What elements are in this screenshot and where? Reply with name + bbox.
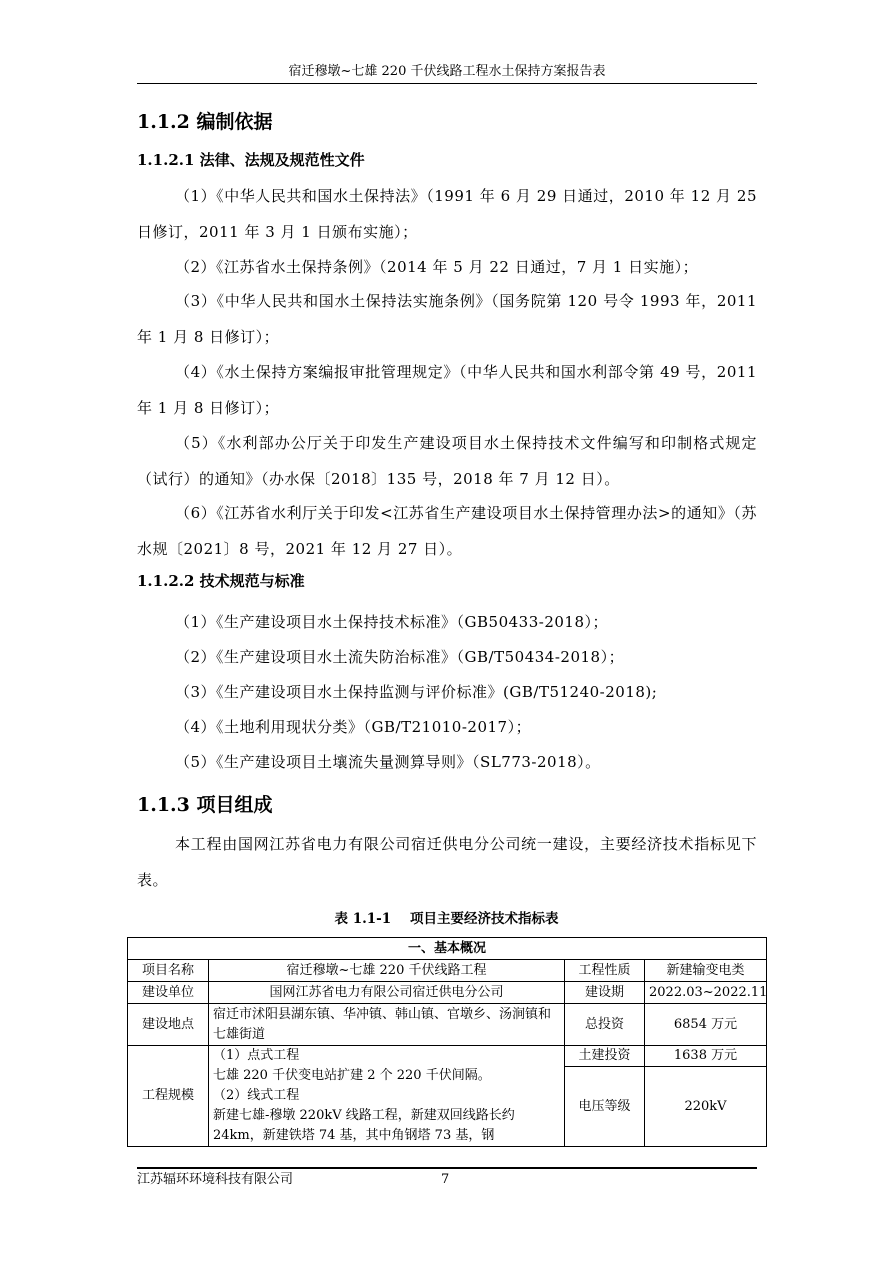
section-heading-1-1-3: 1.1.3 项目组成 (137, 794, 273, 816)
spec-table (127, 937, 767, 1147)
footer-rule (137, 1167, 757, 1169)
standard-item-5: （5）《生产建设项目土壤流失量测算导则》（SL773-2018）。 (175, 753, 601, 771)
location-label: 建设地点 (128, 1004, 209, 1046)
law-item-6: （6）《江苏省水利厅关于印发<江苏省生产建设项目水土保持管理办法>的通知》（苏水规〔2021〕8 号，2021 年 12 月 27 日）。 (137, 504, 757, 558)
scale-line: 新建七雄-穆墩 220kV 线路工程，新建双回线路长约 24km，新建铁塔 74 基，其中角钢塔 73 基，钢 (213, 1108, 515, 1143)
table-row (128, 1046, 767, 1067)
voltage-value: 220kV (645, 1067, 767, 1147)
standard-item-3: （3）《生产建设项目水土保持监测与评价标准》(GB/T51240-2018); (175, 683, 658, 701)
subsection-heading-1-1-2-2: 1.1.2.2 技术规范与标准 (137, 572, 305, 590)
header-rule (137, 83, 757, 84)
project-intro: 本工程由国网江苏省电力有限公司宿迁供电分公司统一建设，主要经济技术指标见下表。 (137, 835, 757, 889)
period-value: 2022.03~2022.11 (645, 982, 767, 1004)
section-heading-1-1-2: 1.1.2 编制依据 (137, 111, 273, 133)
table-row (128, 960, 767, 982)
location-value: 宿迁市沭阳县湖东镇、华冲镇、韩山镇、官墩乡、汤涧镇和七雄街道 (209, 1004, 565, 1046)
period-label: 建设期 (565, 982, 645, 1004)
builder-value: 国网江苏省电力有限公司宿迁供电分公司 (209, 982, 565, 1004)
table-caption: 表 1.1-1 项目主要经济技术指标表 (334, 911, 559, 927)
nature-value: 新建输变电类 (645, 960, 767, 982)
law-item-3: （3）《中华人民共和国水土保持法实施条例》（国务院第 120 号令 1993 年，2011 年 1 月 8 日修订）； (137, 292, 757, 346)
civil-invest-value: 1638 万元 (645, 1046, 767, 1067)
scale-line: （1）点式工程 (213, 1048, 300, 1063)
standard-item-4: （4）《土地利用现状分类》（GB/T21010-2017）； (175, 718, 532, 736)
footer-company: 江苏辐环环境科技有限公司 (137, 1172, 294, 1187)
subsection-heading-1-1-2-1: 1.1.2.1 法律、法规及规范性文件 (137, 151, 365, 169)
standard-item-2: （2）《生产建设项目水土流失防治标准》（GB/T50434-2018）； (175, 648, 625, 666)
law-item-4: （4）《水土保持方案编报审批管理规定》（中华人民共和国水利部令第 49 号，2011 年 1 月 8 日修订）； (137, 363, 757, 417)
scale-line: 七雄 220 千伏变电站扩建 2 个 220 千伏间隔。 (213, 1068, 491, 1083)
builder-label: 建设单位 (128, 982, 209, 1004)
nature-label: 工程性质 (565, 960, 645, 982)
table-row (128, 982, 767, 1004)
page-number: 7 (441, 1172, 450, 1187)
law-item-2: （2）《江苏省水土保持条例》（2014 年 5 月 22 日通过，7 月 1 日实施）； (175, 258, 699, 276)
running-header: 宿迁穆墩~七雄 220 千伏线路工程水土保持方案报告表 (288, 64, 606, 79)
total-invest-value: 6854 万元 (645, 1004, 767, 1046)
scale-label: 工程规模 (128, 1046, 209, 1147)
table-row (128, 1004, 767, 1046)
total-invest-label: 总投资 (565, 1004, 645, 1046)
civil-invest-label: 土建投资 (565, 1046, 645, 1067)
scale-value (209, 1046, 565, 1147)
project-name-label: 项目名称 (128, 960, 209, 982)
law-item-5: （5）《水利部办公厅关于印发生产建设项目水土保持技术文件编写和印制格式规定（试行）的通知》（办水保〔2018〕135 号，2018 年 7 月 12 日）。 (137, 434, 757, 488)
scale-line: （2）线式工程 (213, 1088, 300, 1103)
table-section-header: 一、基本概况 (128, 938, 767, 960)
project-name-value: 宿迁穆墩~七雄 220 千伏线路工程 (209, 960, 565, 982)
voltage-label: 电压等级 (565, 1067, 645, 1147)
table-row (128, 938, 767, 960)
law-item-1: （1）《中华人民共和国水土保持法》（1991 年 6 月 29 日通过，2010 年 12 月 25 日修订，2011 年 3 月 1 日颁布实施）； (137, 187, 757, 241)
standard-item-1: （1）《生产建设项目水土保持技术标准》（GB50433-2018）； (175, 613, 609, 631)
